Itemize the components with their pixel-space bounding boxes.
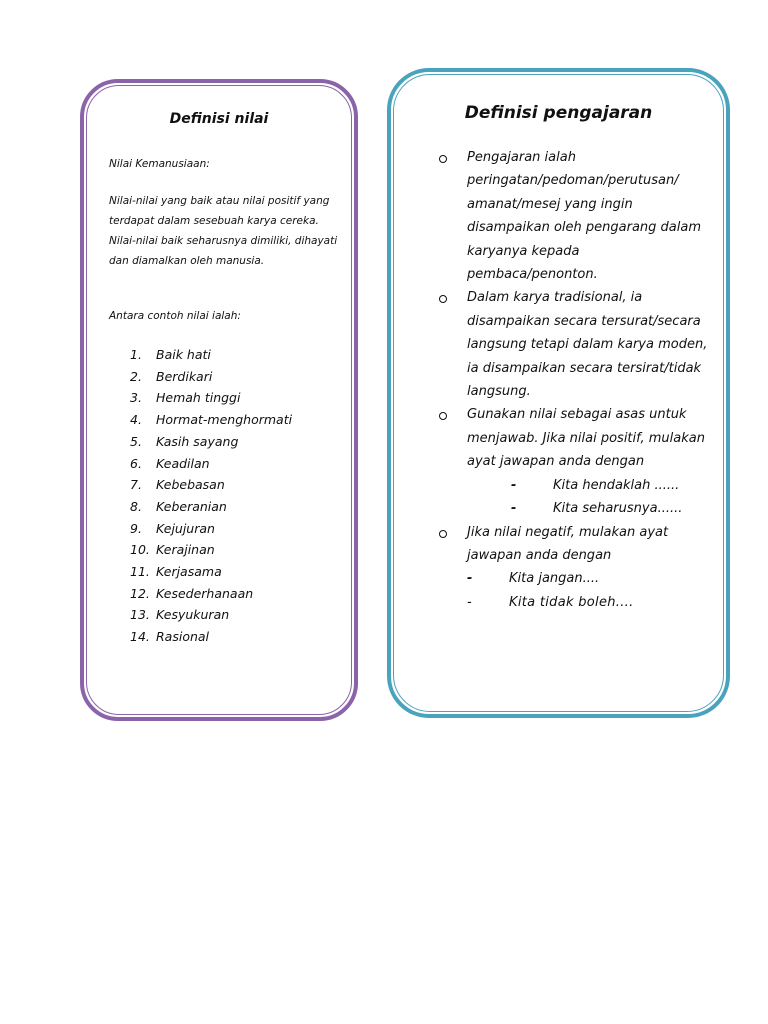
circle-bullet-icon	[439, 295, 447, 303]
circle-bullet-icon	[439, 412, 447, 420]
nilai-subtitle: Nilai Kemanusiaan:	[109, 158, 210, 170]
list-item: 13. Kesyukuran	[130, 607, 230, 623]
nilai-definition-text: Nilai-nilai yang baik atau nilai positif yang terdapat dalam sesebuah karya cereka. Nilai-nilai baik seharusnya dimiliki, dihayati dan diamalkan oleh manusia.	[109, 195, 338, 267]
list-item: Dalam karya tradisional, ia disampaikan secara tersurat/secara langsung tetapi dalam karya moden, ia disampaikan secara tersirat/tidak langsung.	[439, 286, 709, 403]
list-item: 5. Kasih sayang	[130, 433, 239, 449]
list-item: 6. Keadilan	[130, 455, 210, 471]
dash-bullet-icon: -	[511, 477, 517, 493]
list-item: 7. Kebebasan	[130, 477, 225, 493]
list-item: 8. Keberanian	[130, 498, 227, 514]
list-item: 2. Berdikari	[130, 368, 213, 384]
dash-bullet-icon: -	[511, 501, 517, 517]
list-item: 3. Hemah tinggi	[130, 390, 241, 406]
nilai-examples-intro: Antara contoh nilai ialah:	[109, 310, 241, 322]
pengajaran-bullet-list	[439, 146, 709, 614]
list-item: 12. Kesederhanaan	[130, 585, 254, 601]
list-item: Pengajaran ialah peringatan/pedoman/perutusan/ amanat/mesej yang ingin disampaikan oleh pengarang dalam karyanya kepada pembaca/penonton.	[439, 146, 709, 286]
nilai-card-title: Definisi nilai	[169, 111, 269, 127]
pengajaran-card-title: Definisi pengajaran	[464, 103, 653, 123]
dash-bullet-icon: -	[467, 571, 473, 587]
negative-starter: - Kita tidak boleh....	[439, 591, 709, 614]
circle-bullet-icon	[439, 155, 447, 163]
nilai-definition-card	[80, 79, 358, 721]
nilai-examples-list	[130, 344, 292, 648]
positive-starter: - Kita hendaklah ......	[439, 474, 709, 497]
list-item: 11. Kerjasama	[130, 564, 222, 580]
list-item: 1. Baik hati	[130, 347, 211, 362]
list-item: 9. Kejujuran	[130, 520, 215, 536]
list-item: Gunakan nilai sebagai asas untuk menjawab. Jika nilai positif, mulakan ayat jawapan anda dengan	[439, 403, 709, 473]
positive-starter: - Kita seharusnya......	[439, 497, 709, 520]
pengajaran-definition-card	[387, 68, 730, 718]
dash-bullet-icon: -	[467, 594, 472, 610]
list-item: 4. Hormat-menghormati	[130, 412, 293, 428]
negative-starter: - Kita jangan....	[439, 567, 709, 590]
list-item: Jika nilai negatif, mulakan ayat jawapan anda dengan	[439, 521, 709, 568]
circle-bullet-icon	[439, 530, 447, 538]
list-item: 10. Kerajinan	[130, 542, 215, 558]
list-item: 14. Rasional	[130, 629, 210, 645]
